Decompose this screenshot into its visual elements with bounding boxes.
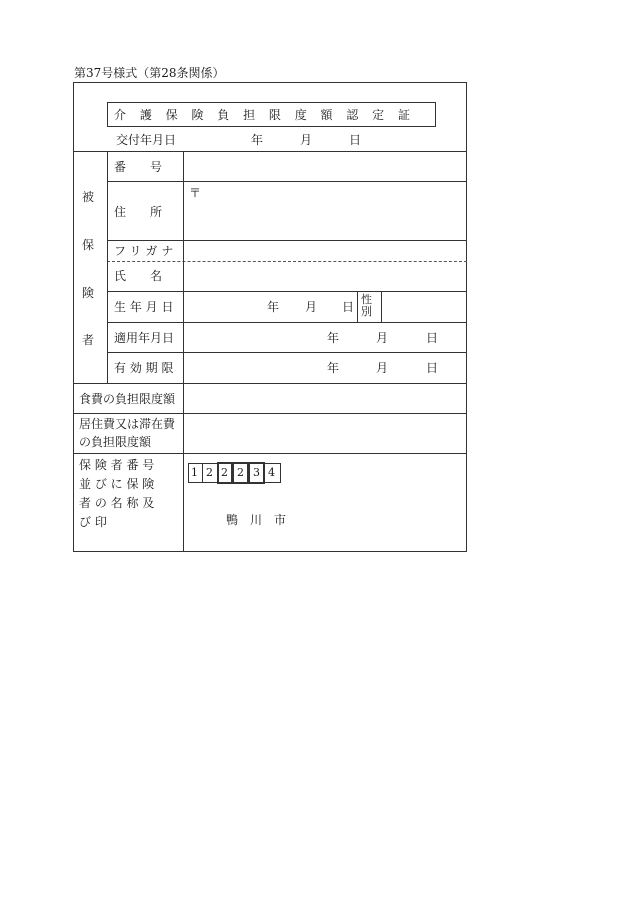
- insurer-digit-4: 2: [237, 466, 244, 479]
- insurer-label-line3: 者 の 名 称 及: [79, 496, 155, 510]
- divider-birth: [107, 322, 467, 323]
- expiry-date-label: 有 効 期 限: [114, 361, 174, 375]
- insured-label-char-2: 保: [82, 238, 95, 252]
- divider-sex-right: [381, 291, 382, 322]
- divider-residence: [73, 453, 467, 454]
- expiry-year-label: 年: [327, 361, 340, 375]
- applied-date-label: 適用年月日: [114, 331, 175, 345]
- name-label: 氏 名: [114, 269, 163, 283]
- insurer-digit-5: 3: [253, 466, 260, 479]
- form-reference: 第37号様式（第28条関係）: [74, 66, 225, 80]
- insurer-digit-1: 1: [191, 466, 198, 479]
- certificate-title: 介 護 保 険 負 担 限 度 額 認 定 証: [114, 108, 411, 122]
- insurer-name: 鴨 川 市: [226, 513, 287, 527]
- divider-insured-section: [73, 383, 467, 384]
- issue-month-label: 月: [300, 133, 313, 147]
- food-limit-label: 食費の負担限度額: [79, 392, 176, 406]
- divider-top-section: [73, 151, 467, 152]
- number-label: 番 号: [114, 160, 163, 174]
- birth-day-label: 日: [342, 300, 355, 314]
- expiry-month-label: 月: [376, 361, 389, 375]
- birth-month-label: 月: [305, 300, 318, 314]
- insurer-label-line1: 保 険 者 番 号: [79, 458, 155, 472]
- expiry-day-label: 日: [426, 361, 439, 375]
- issue-day-label: 日: [349, 133, 362, 147]
- divider-number: [107, 181, 467, 182]
- insurer-digit-2: 2: [206, 466, 213, 479]
- divider-label-col: [183, 151, 184, 552]
- issue-date-label: 交付年月日: [116, 133, 177, 147]
- applied-day-label: 日: [426, 331, 439, 345]
- divider-address: [107, 240, 467, 241]
- insurer-label-line2: 並 び に 保 険: [79, 477, 155, 491]
- insured-label-char-1: 被: [82, 190, 95, 204]
- insured-label-char-4: 者: [82, 333, 95, 347]
- divider-applied: [107, 352, 467, 353]
- insurer-label-line4: び 印: [79, 515, 107, 529]
- postal-mark: 〒: [189, 186, 202, 200]
- birth-year-label: 年: [267, 300, 280, 314]
- residence-limit-label-line2: の負担限度額: [79, 435, 152, 449]
- address-label: 住 所: [114, 205, 163, 219]
- furigana-label: フリガナ: [114, 244, 178, 258]
- sex-label: 性別: [361, 293, 372, 318]
- insurer-digit-3: 2: [221, 466, 228, 479]
- insured-label-char-3: 険: [82, 286, 95, 300]
- divider-sex-left: [357, 291, 358, 322]
- divider-name: [107, 291, 467, 292]
- divider-furigana-dashed: [107, 261, 467, 262]
- divider-food: [73, 413, 467, 414]
- birth-date-label: 生 年 月 日: [114, 300, 174, 314]
- insurer-digit-6: 4: [268, 466, 275, 479]
- divider-insured-col: [107, 151, 108, 383]
- applied-year-label: 年: [327, 331, 340, 345]
- applied-month-label: 月: [376, 331, 389, 345]
- issue-year-label: 年: [251, 133, 264, 147]
- residence-limit-label-line1: 居住費又は滞在費: [79, 417, 176, 431]
